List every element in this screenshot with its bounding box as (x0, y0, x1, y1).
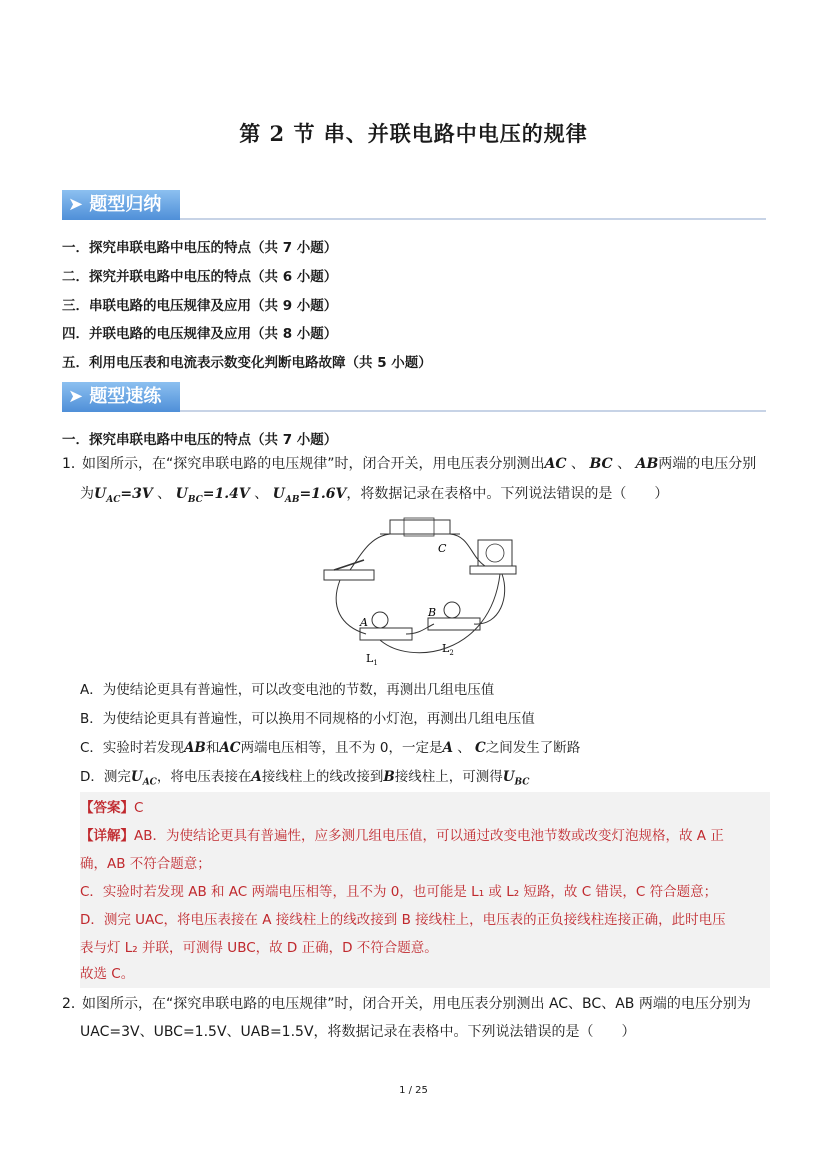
question-number: 2． (62, 996, 85, 1012)
detail-line-6: 故选 C。 (80, 966, 135, 982)
option-d (80, 765, 529, 788)
math-a: A (251, 769, 262, 785)
lamp-l1-base (360, 628, 412, 640)
detail-line-4: D．测完 UAC，将电压表接在 A 接线柱上的线改接到 B 接线柱上，电压表的正负接线柱连接正确，此时电压 (80, 912, 726, 928)
separator: 、 (157, 486, 172, 502)
math-u: U (175, 486, 188, 502)
math-c: C (475, 740, 486, 756)
option-text: 之间发生了断路 (485, 740, 581, 756)
question-text: 为 (80, 486, 94, 502)
lamp-l2-icon (444, 602, 460, 618)
math-u: U (130, 769, 143, 785)
detail-text: AB．为使结论更具有普遍性，应多测几组电压值，可以通过改变电池节数或改变灯泡规格，故 A 正 (134, 828, 724, 844)
question-1-line-2 (80, 480, 770, 514)
label-a: A (360, 616, 368, 629)
lamp-l2-base (428, 618, 480, 630)
question-1-line-1 (62, 450, 768, 478)
math-ab: AB (635, 456, 659, 472)
math-ac: AC (544, 456, 567, 472)
question-text: 如图所示，在“探究串联电路的电压规律”时，闭合开关，用电压表分别测出 (82, 456, 545, 472)
label-c: C (438, 542, 447, 555)
summary-banner-label: ➤ 题型归纳 (62, 190, 180, 220)
page-number: 1 / 25 (399, 1085, 428, 1096)
detail-line-5: 表与灯 L₂ 并联，可测得 UBC，故 D 正确，D 不符合题意。 (80, 940, 438, 956)
battery-icon (390, 520, 450, 534)
option-text: 和 (205, 740, 220, 756)
page-title: 第 2 节 串、并联电路中电压的规律 (239, 121, 588, 146)
math-value: =1.4V (202, 486, 250, 502)
question-2-line-1 (62, 990, 768, 1018)
question-text: 两端的电压分别 (658, 456, 757, 472)
option-b: B．为使结论更具有普遍性，可以换用不同规格的小灯泡，再测出几组电压值 (80, 711, 535, 727)
separator: 、 (617, 456, 632, 472)
answer-tag: 【答案】 (80, 800, 134, 816)
answer-value: C (134, 800, 144, 816)
option-text: ，将电压表接在 (156, 769, 252, 785)
option-text: 接线柱上，可测得 (394, 769, 503, 785)
option-c (80, 736, 580, 756)
toc-item-2: 二．探究并联电路中电压的特点（共 6 小题） (62, 269, 338, 285)
question-text: ，将数据记录在表格中。下列说法错误的是（ ） (346, 486, 669, 502)
toc-item-1: 一．探究串联电路中电压的特点（共 7 小题） (62, 240, 338, 256)
answer-box (80, 792, 770, 988)
math-sub: AC (106, 494, 121, 505)
toc-item-4: 四．并联电路的电压规律及应用（共 8 小题） (62, 326, 338, 342)
label-l1: $L_1$ (366, 652, 378, 666)
math-a: A (442, 740, 453, 756)
lamp-l1-icon (372, 612, 388, 628)
math-value: =1.6V (299, 486, 347, 502)
label-l2: $L_2$ (442, 642, 454, 657)
separator: 、 (570, 456, 585, 472)
option-text: D．测完 (80, 769, 131, 785)
math-ac: AC (219, 740, 241, 756)
math-bc: BC (589, 456, 613, 472)
option-text: C．实验时若发现 (80, 740, 184, 756)
circuit-diagram (320, 516, 520, 666)
option-text: 两端电压相等，且不为 0，一定是 (240, 740, 443, 756)
math-b: B (383, 769, 395, 785)
detail-line-1 (80, 824, 724, 844)
practice-banner-label: ➤ 题型速练 (62, 382, 180, 412)
detail-tag: 【详解】 (80, 828, 134, 844)
summary-banner (62, 190, 766, 222)
detail-line-2: 确，AB 不符合题意； (80, 856, 211, 872)
math-u: U (94, 486, 107, 502)
toc-item-5: 五．利用电压表和电流表示数变化判断电路故障（共 5 小题） (62, 355, 432, 371)
math-sub: BC (187, 494, 203, 505)
banner-divider (180, 410, 766, 412)
toc-item-3: 三．串联电路的电压规律及应用（共 9 小题） (62, 298, 338, 314)
separator: 、 (254, 486, 269, 502)
practice-banner (62, 382, 766, 414)
math-ab: AB (183, 740, 206, 756)
option-text: 接线柱上的线改接到 (261, 769, 384, 785)
math-value: =3V (120, 486, 153, 502)
math-u: U (272, 486, 285, 502)
detail-line-3: C．实验时若发现 AB 和 AC 两端电压相等，且不为 0，也可能是 L₁ 或 L₂ 短路，故 C 错误，C 符合题意； (80, 884, 718, 900)
section-heading: 一．探究串联电路中电压的特点（共 7 小题） (62, 432, 338, 448)
label-b: B (428, 606, 437, 619)
question-number: 1． (62, 456, 85, 472)
math-sub: BC (514, 777, 530, 788)
math-u: U (502, 769, 515, 785)
switch-icon (324, 570, 374, 580)
option-a: A．为使结论更具有普遍性，可以改变电池的节数，再测出几组电压值 (80, 682, 495, 698)
separator: 、 (457, 740, 471, 756)
math-sub: AC (142, 777, 157, 788)
answer-line (80, 796, 143, 816)
question-2-line-2: UAC=3V、UBC=1.5V、UAB=1.5V，将数据记录在表格中。下列说法错误的是（ ） (80, 1024, 636, 1040)
banner-divider (180, 218, 766, 220)
math-sub: AB (284, 494, 300, 505)
question-text: 如图所示，在“探究串联电路的电压规律”时，闭合开关，用电压表分别测出 AC、BC、AB 两端的电压分别为 (82, 996, 751, 1012)
